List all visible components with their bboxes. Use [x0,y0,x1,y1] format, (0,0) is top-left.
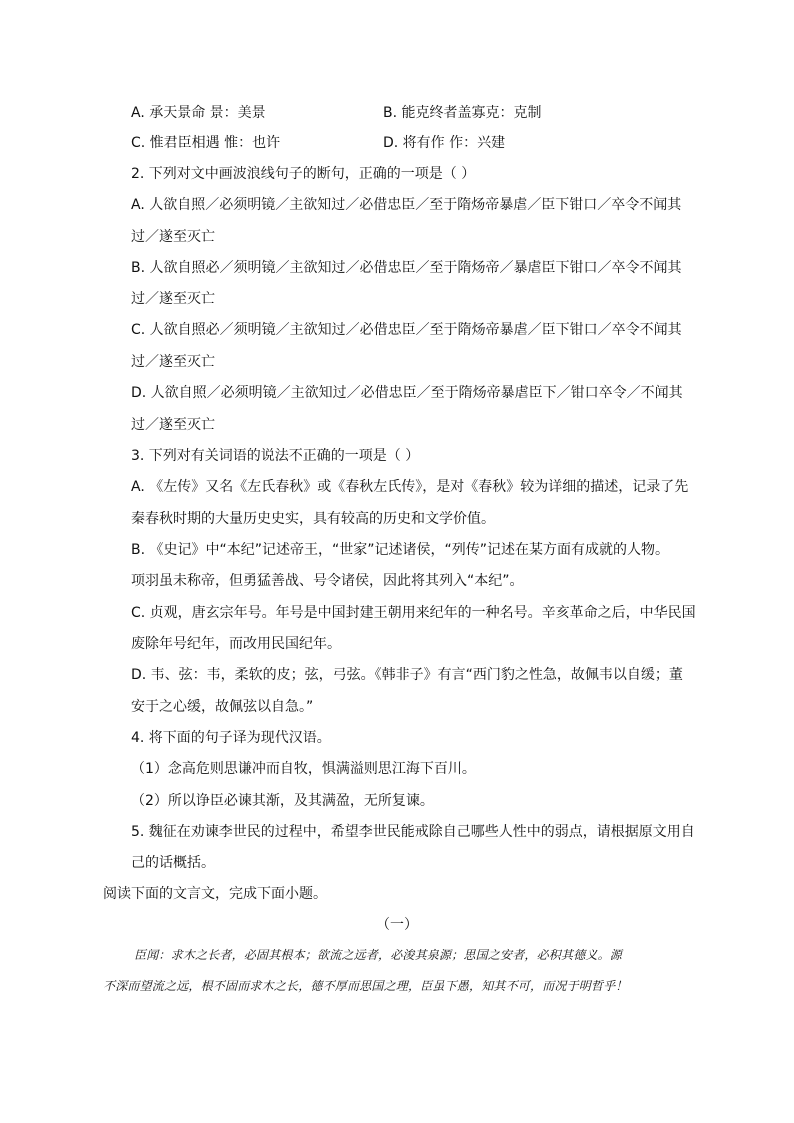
q2-stem: 2. 下列对文中画波浪线句子的断句，正确的一项是（ ） [131,166,476,182]
q2-option-c-line2: 过／遂至灭亡 [131,354,215,370]
reading-instruction: 阅读下面的文言文，完成下面小题。 [103,886,327,902]
q2-option-b-line2: 过／遂至灭亡 [131,291,215,307]
q3-option-c-line1: C. 贞观，唐玄宗年号。年号是中国封建王朝用来纪年的一种名号。辛亥革命之后，中华民国 [131,605,696,621]
q4-sentence-1: （1）念高危则思谦冲而自牧，惧满溢则思江海下百川。 [131,761,476,777]
q3-option-b-line2: 项羽虽未称帝，但勇猛善战、号令诸侯，因此将其列入“本纪”。 [131,573,524,589]
q5-stem-line1: 5. 魏征在劝谏李世民的过程中，希望李世民能戒除自己哪些人性中的弱点，请根据原文用自 [131,824,695,840]
classical-text-line1: 臣闻：求木之长者，必固其根本；欲流之远者，必浚其泉源；思国之安者，必积其德义。源 [134,948,623,962]
q3-option-d-line2: 安于之心缓，故佩弦以自急。” [131,699,314,715]
q3-option-c-line2: 废除年号纪年，而改用民国纪年。 [131,636,341,652]
q2-option-d-line2: 过／遂至灭亡 [131,417,215,433]
section-label: （一） [376,917,418,933]
q2-option-a-line1: A. 人欲自照／必须明镜／主欲知过／必借忠臣／至于隋炀帝暴虐／臣下钳口／卒令不闻其 [131,197,682,213]
q2-option-b-line1: B. 人欲自照必／须明镜／主欲知过／必借忠臣／至于隋炀帝／暴虐臣下钳口／卒令不闻其 [131,260,682,276]
q1-option-b: B. 能克终者盖寡克：克制 [383,105,542,121]
q4-stem: 4. 将下面的句子译为现代汉语。 [131,730,331,746]
q1-option-a: A. 承天景命 景：美景 [131,105,266,121]
q5-stem-line2: 己的话概括。 [131,855,215,871]
classical-text-line2: 不深而望流之远，根不固而求木之长，德不厚而思国之理，臣虽下愚，知其不可，而况于明哲乎！ [103,979,628,993]
q2-option-d-line1: D. 人欲自照／必须明镜／主欲知过／必借忠臣／至于隋炀帝暴虐臣下／钳口卒令／不闻其 [131,385,683,401]
q4-sentence-2: （2）所以诤臣必谏其渐，及其满盈，无所复谏。 [131,793,434,809]
q2-option-c-line1: C. 人欲自照必／须明镜／主欲知过／必借忠臣／至于隋炀帝暴虐／臣下钳口／卒令不闻其 [131,322,682,338]
q1-option-c: C. 惟君臣相遇 惟：也许 [131,135,281,151]
q3-option-d-line1: D. 韦、弦：韦，柔软的皮；弦，弓弦。《韩非子》有言“西门豹之性急，故佩韦以自缓；董 [131,667,683,683]
q3-option-a-line2: 秦春秋时期的大量历史史实，具有较高的历史和文学价值。 [131,511,495,527]
q3-option-a-line1: A. 《左传》又名《左氏春秋》或《春秋左氏传》，是对《春秋》较为详细的描述，记录了先 [131,479,689,495]
q2-option-a-line2: 过／遂至灭亡 [131,229,215,245]
q1-option-d: D. 将有作 作：兴建 [383,135,506,151]
q3-option-b-line1: B. 《史记》中“本纪”记述帝王，“世家”记述诸侯，“列传”记述在某方面有成就的人物。 [131,542,670,558]
q3-stem: 3. 下列对有关词语的说法不正确的一项是（ ） [131,448,420,464]
